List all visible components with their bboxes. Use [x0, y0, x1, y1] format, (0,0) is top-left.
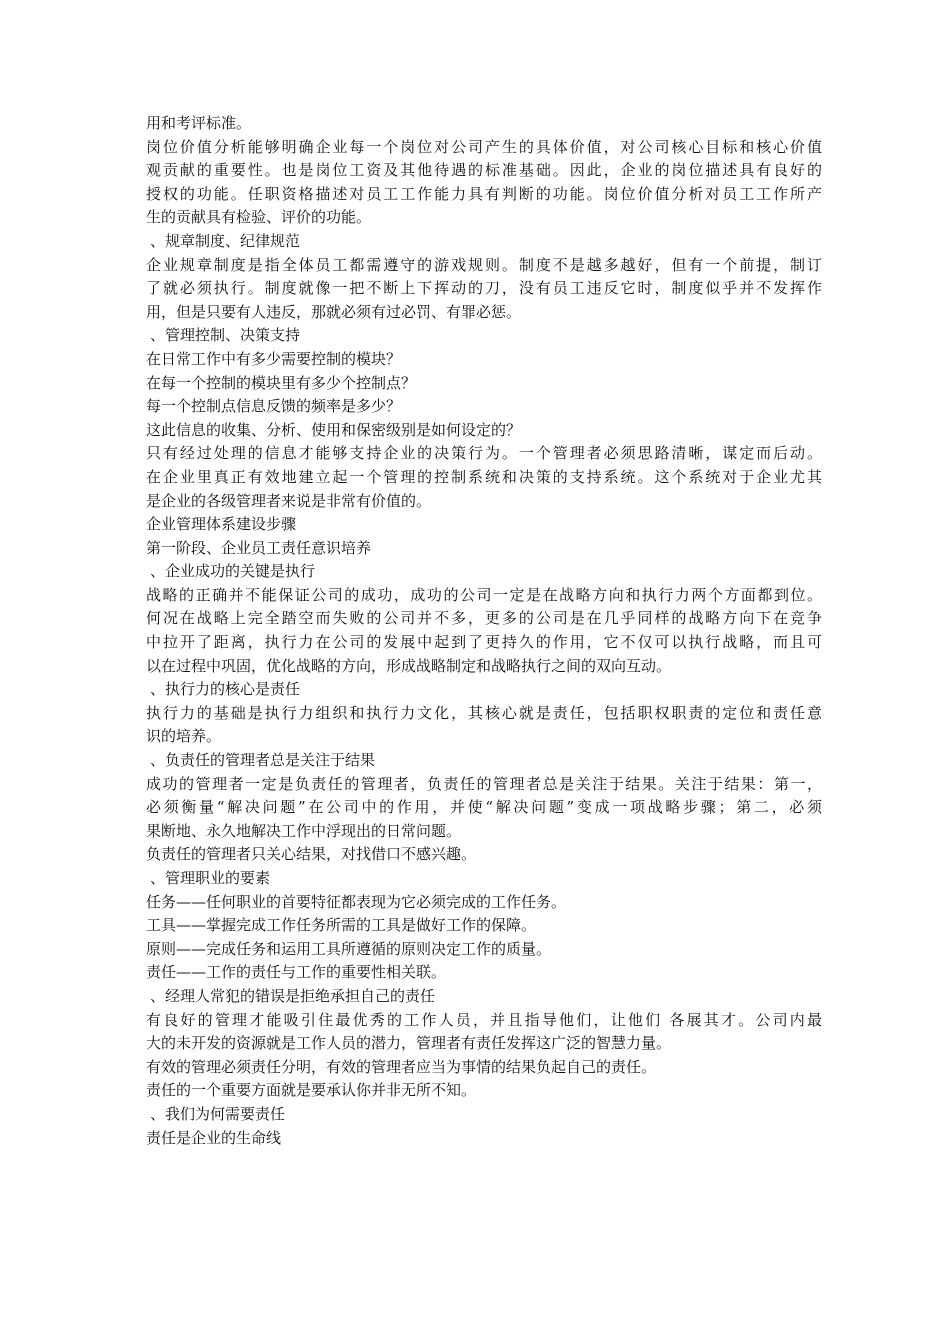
section-heading: 、规章制度、纪律规范 — [150, 231, 301, 250]
text-line: 有效的管理必须责任分明，有效的管理者应当为事情的结果负起自己的责任。 — [146, 1057, 657, 1076]
text-line: 在每一个控制的模块里有多少个控制点？ — [146, 373, 417, 392]
section-heading: 、经理人常犯的错误是拒绝承担自己的责任 — [150, 986, 436, 1005]
text-line: 在企业里真正有效地建立起一个管理的控制系统和决策的支持系统。这个系统对于企业尤其 — [146, 467, 822, 486]
text-line: 观贡献的重要性。也是岗位工资及其他待遇的标准基础。因此，企业的岗位描述具有良好的 — [146, 161, 822, 180]
text-line: 负责任的管理者只关心结果，对找借口不感兴趣。 — [146, 845, 477, 864]
text-line: 是企业的各级管理者来说是非常有价值的。 — [146, 491, 432, 510]
text-line: 只有经过处理的信息才能够支持企业的决策行为。一个管理者必须思路清晰，谋定而后动。 — [146, 444, 822, 463]
text-line: 责任的一个重要方面就是要承认你并非无所不知。 — [146, 1081, 477, 1100]
text-line: 中拉开了距离，执行力在公司的发展中起到了更持久的作用，它不仅可以执行战略，而且可 — [146, 633, 822, 652]
section-heading: 、企业成功的关键是执行 — [150, 562, 316, 581]
section-heading: 、执行力的核心是责任 — [150, 680, 301, 699]
text-line: 执行力的基础是执行力组织和执行力文化，其核心就是责任，包括职权职责的定位和责任意 — [146, 703, 822, 722]
section-heading: 、负责任的管理者总是关注于结果 — [150, 751, 376, 770]
text-line: 用，但是只要有人违反，那就必须有过必罚、有罪必惩。 — [146, 302, 522, 321]
text-line: 识的培养。 — [146, 727, 222, 746]
section-heading: 、管理职业的要素 — [150, 869, 271, 887]
text-line: 有良好的管理才能吸引住最优秀的工作人员，并且指导他们，让他们 各展其才。公司内最 — [146, 1010, 822, 1029]
text-line: 生的贡献具有检验、评价的功能。 — [146, 208, 372, 227]
document-page — [146, 112, 822, 1150]
text-line: 企业规章制度是指全体员工都需遵守的游戏规则。制度不是越多越好，但有一个前提，制订 — [146, 255, 822, 274]
text-line: 原则——完成任务和运用工具所遵循的原则决定工作的质量。 — [146, 939, 552, 958]
text-line: 战略的正确并不能保证公司的成功，成功的公司一定是在战略方向和执行力两个方面都到位。 — [146, 585, 822, 604]
text-line: 用和考评标准。 — [146, 114, 252, 132]
text-line: 责任是企业的生命线 — [146, 1128, 282, 1147]
text-line: 何况在战略上完全踏空而失败的公司并不多，更多的公司是在几乎同样的战略方向下在竞争 — [146, 609, 822, 628]
section-heading: 、管理控制、决策支持 — [150, 326, 301, 345]
text-line: 岗位价值分析能够明确企业每一个岗位对公司产生的具体价值，对公司核心目标和核心价值 — [146, 137, 822, 156]
text-line: 任务——任何职业的首要特征都表现为它必须完成的工作任务。 — [146, 892, 567, 911]
text-line: 果断地、永久地解决工作中浮现出的日常问题。 — [146, 821, 462, 840]
text-line: 在日常工作中有多少需要控制的模块？ — [146, 349, 402, 368]
text-line: 这此信息的收集、分析、使用和保密级别是如何设定的？ — [146, 420, 522, 439]
text-line: 责任——工作的责任与工作的重要性相关联。 — [146, 963, 447, 982]
text-line: 每一个控制点信息反馈的频率是多少？ — [146, 397, 402, 416]
text-line: 大的未开发的资源就是工作人员的潜力，管理者有责任发挥这广泛的智慧力量。 — [146, 1034, 672, 1053]
text-line: 必须衡量“解决问题”在公司中的作用，并使“解决问题”变成一项战略步骤；第二，必须 — [146, 798, 822, 817]
text-line: 第一阶段、企业员工责任意识培养 — [146, 538, 372, 557]
text-line: 成功的管理者一定是负责任的管理者，负责任的管理者总是关注于结果。关注于结果：第一， — [146, 774, 822, 793]
text-line: 了就必须执行。制度就像一把不断上下挥动的刀，没有员工违反它时，制度似乎并不发挥作 — [146, 279, 822, 298]
text-line: 授权的功能。任职资格描述对员工工作能力具有判断的功能。岗位价值分析对员工工作所产 — [146, 184, 822, 203]
text-line: 以在过程中巩固，优化战略的方向，形成战略制定和战略执行之间的双向互动。 — [146, 656, 672, 675]
text-line: 工具——掌握完成工作任务所需的工具是做好工作的保障。 — [146, 916, 537, 935]
section-heading: 、我们为何需要责任 — [150, 1104, 286, 1123]
text-line: 企业管理体系建设步骤 — [146, 515, 297, 534]
